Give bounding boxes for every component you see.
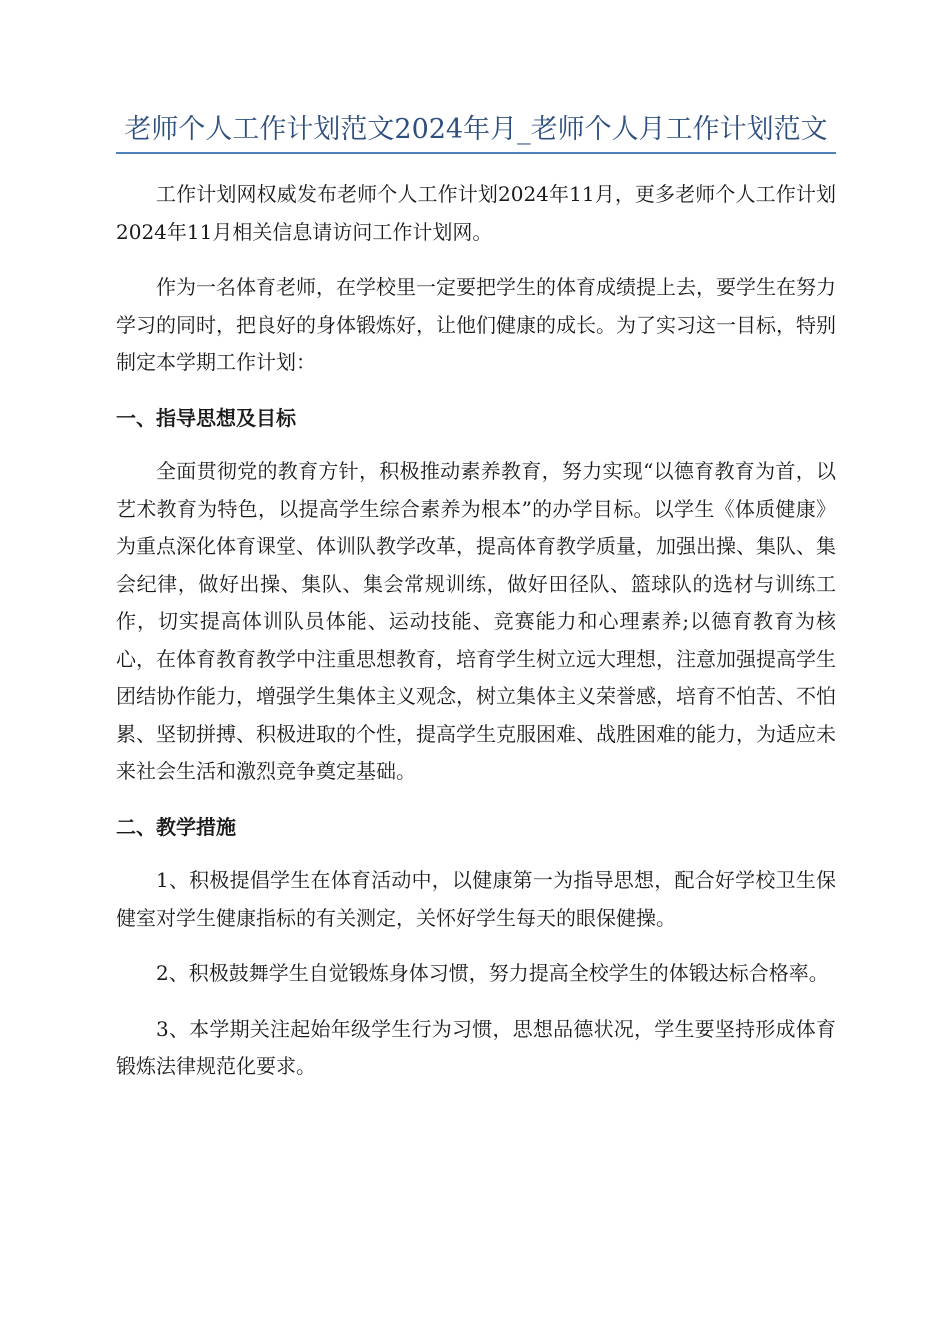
measure-item-2: 2、积极鼓舞学生自觉锻炼身体习惯，努力提高全校学生的体锻达标合格率。 [156, 961, 829, 985]
measure-item-3: 3、本学期关注起始年级学生行为习惯，思想品德状况，学生要坚持形成体育锻炼法律规范化要求。 [116, 1016, 836, 1078]
intro-paragraph-2: 作为一名体育老师，在学校里一定要把学生的体育成绩提上去，要学生在努力学习的同时，把良好的身体锻炼好，让他们健康的成长。为了实习这一目标，特别制定本学期工作计划： [116, 275, 836, 374]
section1-paragraph: 全面贯彻党的教育方针，积极推动素养教育，努力实现“以德育教育为首，以艺术教育为特色，以提高学生综合素养为根本”的办学目标。以学生《体质健康》为重点深化体育课堂、体训队教学改革，提高体育教学质量，加强出操、集队、集会纪律，做好出操、集队、集会常规训练，做好田径队、篮球队的选材与训练工作，切实提高体训队员体能、运动技能、竞赛能力和心理素养;以德育教育为核心，在体育教育教学中注重思想教育，培育学生树立远大理想，注意加强提高学生团结协作能力，增强学生集体主义观念，树立集体主义荣誉感，培育不怕苦、不怕累、坚韧拼搏、积极进取的个性，提高学生克服困难、战胜困难的能力，为适应未来社会生活和激烈竞争奠定基础。 [116, 459, 836, 783]
measure-item-1: 1、积极提倡学生在体育活动中，以健康第一为指导思想，配合好学校卫生保健室对学生健康指标的有关测定，关怀好学生每天的眼保健操。 [116, 868, 836, 930]
document-title: 老师个人工作计划范文2024年月_老师个人月工作计划范文 [116, 112, 836, 154]
section-heading-guiding-ideas: 一、指导思想及目标 [116, 405, 296, 430]
document-body [116, 176, 836, 1086]
document-page [116, 112, 836, 1104]
section-heading-teaching-measures: 二、教学措施 [116, 814, 236, 839]
intro-paragraph-1: 工作计划网权威发布老师个人工作计划2024年11月，更多老师个人工作计划2024年11月相关信息请访问工作计划网。 [116, 182, 836, 244]
